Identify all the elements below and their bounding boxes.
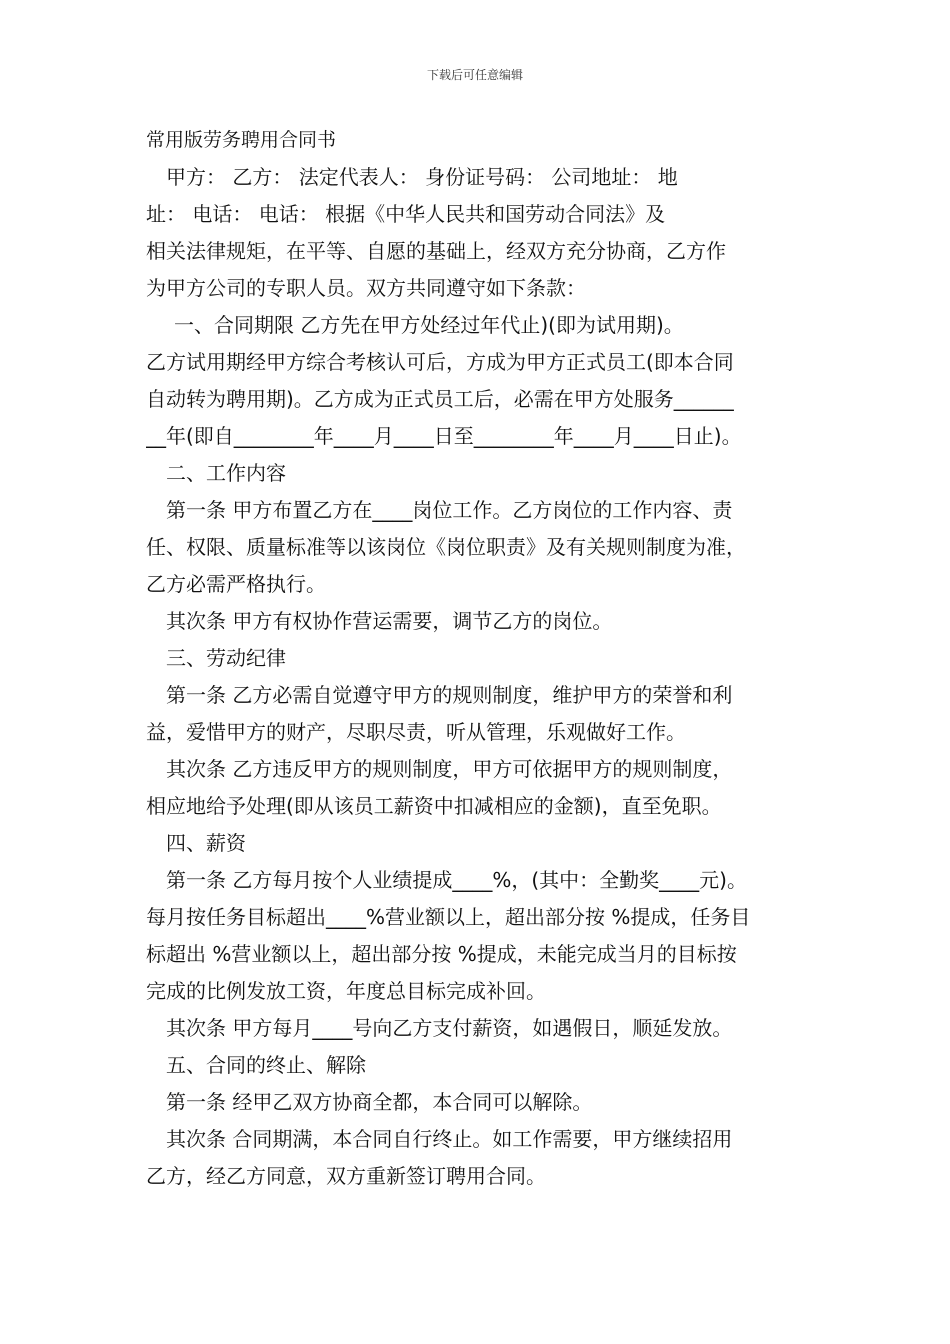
paragraph-line: 益，爱惜甲方的财产，尽职尽责，听从管理，乐观做好工作。 (146, 720, 686, 744)
paragraph-line: 相应地给予处理(即从该员工薪资中扣减相应的金额)，直至免职。 (146, 794, 722, 818)
paragraph-line: 任、权限、质量标准等以该岗位《岗位职责》及有关规则制度为准， (146, 535, 746, 559)
paragraph-line: __年(即自________年____月____日至________年____月____日止)。 (146, 424, 742, 448)
document-body (146, 122, 810, 1195)
paragraph-line: 甲方： 乙方： 法定代表人： 身份证号码： 公司地址： 地 (166, 165, 678, 189)
page-header: 下载后可任意编辑 (426, 68, 523, 82)
clause-line: 其次条 甲方有权协作营运需要，调节乙方的岗位。 (166, 609, 613, 633)
paragraph-line: 完成的比例发放工资，年度总目标完成补回。 (146, 979, 546, 1003)
paragraph-line: 乙方，经乙方同意，双方重新签订聘用合同。 (146, 1164, 546, 1188)
document-title: 常用版劳务聘用合同书 (146, 129, 337, 151)
paragraph-line: 自动转为聘用期)。乙方成为正式员工后，必需在甲方处服务______ (146, 387, 734, 411)
clause-line: 其次条 乙方违反甲方的规则制度，甲方可依据甲方的规则制度， (166, 757, 733, 781)
clause-line: 第一条 乙方必需自觉遵守甲方的规则制度，维护甲方的荣誉和利 (166, 683, 733, 707)
section-heading-termination: 五、合同的终止、解除 (166, 1053, 366, 1077)
section-heading-discipline: 三、劳动纪律 (166, 646, 286, 670)
paragraph-line: 标超出 %营业额以上，超出部分按 %提成，未能完成当月的目标按 (146, 942, 737, 966)
section-heading-term: 一、合同期限 乙方先在甲方处经过年代止)(即为试用期)。 (174, 313, 684, 337)
paragraph-line: 为甲方公司的专职人员。双方共同遵守如下条款： (146, 276, 586, 300)
paragraph-line: 址： 电话： 电话： 根据《中华人民共和国劳动合同法》及 (146, 202, 666, 226)
clause-line: 其次条 甲方每月____号向乙方支付薪资，如遇假日，顺延发放。 (166, 1016, 733, 1040)
clause-line: 第一条 经甲乙双方协商全都，本合同可以解除。 (166, 1090, 593, 1114)
paragraph-line: 每月按任务目标超出____%营业额以上，超出部分按 %提成，任务目 (146, 905, 751, 929)
paragraph-line: 相关法律规矩，在平等、自愿的基础上，经双方充分协商，乙方作 (146, 239, 726, 263)
clause-line: 第一条 乙方每月按个人业绩提成____%，(其中：全勤奖____元)。 (166, 868, 747, 892)
clause-line: 第一条 甲方布置乙方在____岗位工作。乙方岗位的工作内容、责 (166, 498, 733, 522)
section-heading-work: 二、工作内容 (166, 461, 286, 485)
paragraph-line: 乙方试用期经甲方综合考核认可后，方成为甲方正式员工(即本合同 (146, 350, 734, 374)
paragraph-line: 乙方必需严格执行。 (146, 572, 326, 596)
clause-line: 其次条 合同期满，本合同自行终止。如工作需要，甲方继续招用 (166, 1127, 733, 1151)
section-heading-salary: 四、薪资 (166, 831, 246, 855)
